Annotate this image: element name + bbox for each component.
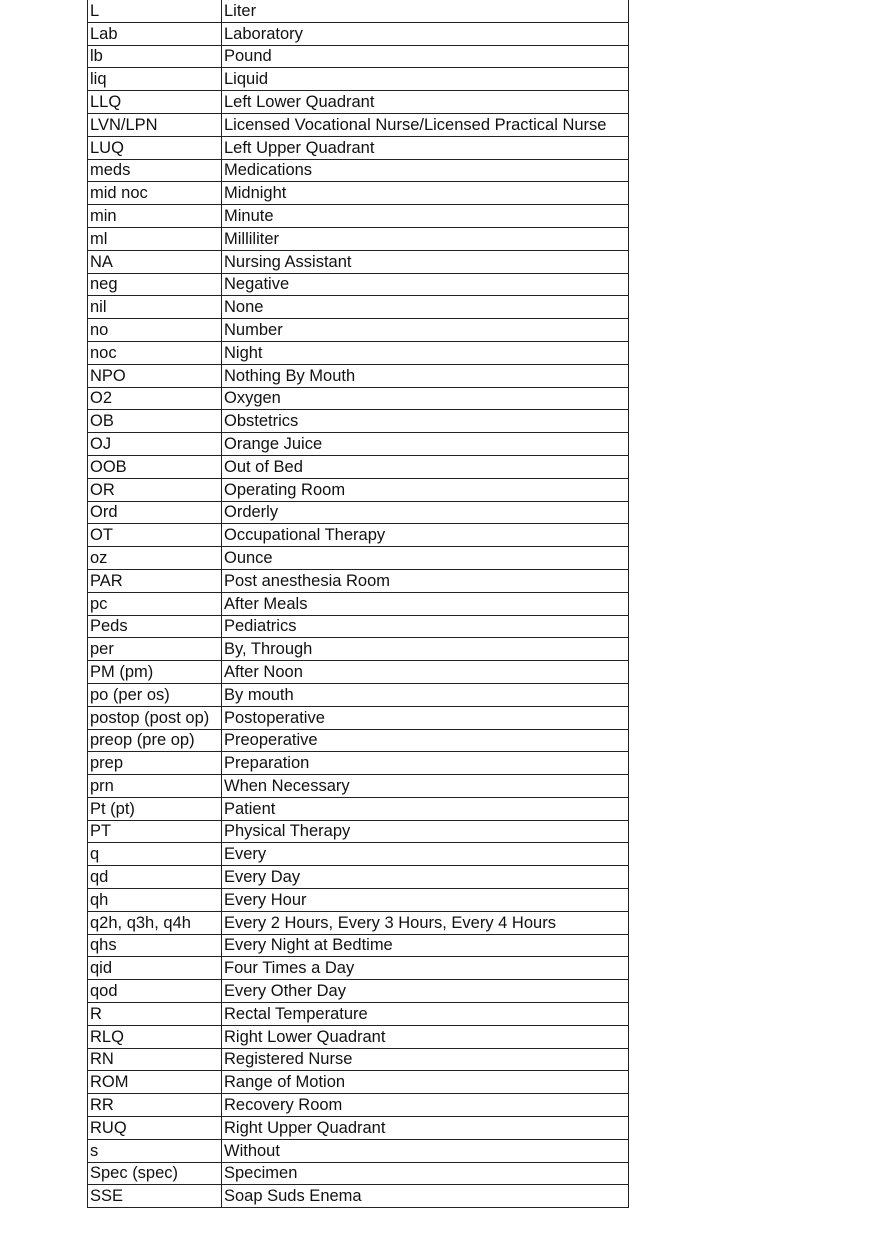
meaning-cell: Patient <box>222 797 629 820</box>
abbreviation-cell: qhs <box>88 934 222 957</box>
table-row <box>88 341 629 364</box>
table-row <box>88 45 629 68</box>
table-row <box>88 1025 629 1048</box>
abbreviation-cell: PAR <box>88 569 222 592</box>
meaning-cell: Liter <box>222 0 629 22</box>
abbreviation-cell: qid <box>88 957 222 980</box>
meaning-cell: Orderly <box>222 501 629 524</box>
abbreviation-cell: RUQ <box>88 1117 222 1140</box>
table-row <box>88 1162 629 1185</box>
meaning-cell: After Meals <box>222 592 629 615</box>
table-row <box>88 68 629 91</box>
abbreviation-cell: qh <box>88 889 222 912</box>
meaning-cell: Post anesthesia Room <box>222 569 629 592</box>
meaning-cell: Medications <box>222 159 629 182</box>
meaning-cell: Postoperative <box>222 706 629 729</box>
table-row <box>88 775 629 798</box>
meaning-cell: Recovery Room <box>222 1094 629 1117</box>
meaning-cell: Range of Motion <box>222 1071 629 1094</box>
table-row <box>88 455 629 478</box>
abbreviation-cell: Peds <box>88 615 222 638</box>
abbreviation-cell: ROM <box>88 1071 222 1094</box>
abbreviation-cell: per <box>88 638 222 661</box>
meaning-cell: Preparation <box>222 752 629 775</box>
table-row <box>88 227 629 250</box>
meaning-cell: Nothing By Mouth <box>222 364 629 387</box>
abbreviation-cell: OB <box>88 410 222 433</box>
meaning-cell: Minute <box>222 205 629 228</box>
abbreviation-cell: L <box>88 0 222 22</box>
table-row <box>88 524 629 547</box>
meaning-cell: Right Upper Quadrant <box>222 1117 629 1140</box>
table-row <box>88 205 629 228</box>
table-row <box>88 250 629 273</box>
meaning-cell: Midnight <box>222 182 629 205</box>
table-row <box>88 433 629 456</box>
table-row <box>88 889 629 912</box>
table-row <box>88 296 629 319</box>
meaning-cell: After Noon <box>222 661 629 684</box>
table-row <box>88 478 629 501</box>
meaning-cell: Laboratory <box>222 22 629 45</box>
abbreviation-cell: preop (pre op) <box>88 729 222 752</box>
abbreviations-table <box>87 0 629 1208</box>
table-row <box>88 91 629 114</box>
meaning-cell: Right Lower Quadrant <box>222 1025 629 1048</box>
table-row <box>88 729 629 752</box>
abbreviation-cell: LUQ <box>88 136 222 159</box>
meaning-cell: Milliliter <box>222 227 629 250</box>
meaning-cell: Licensed Vocational Nurse/Licensed Practical Nurse <box>222 113 629 136</box>
abbreviation-cell: min <box>88 205 222 228</box>
table-row <box>88 661 629 684</box>
table-body <box>88 0 629 1208</box>
abbreviation-cell: neg <box>88 273 222 296</box>
abbreviation-cell: SSE <box>88 1185 222 1208</box>
abbreviation-cell: OT <box>88 524 222 547</box>
abbreviation-cell: qod <box>88 980 222 1003</box>
abbreviation-cell: OR <box>88 478 222 501</box>
abbreviation-cell: PM (pm) <box>88 661 222 684</box>
meaning-cell: Liquid <box>222 68 629 91</box>
table-row <box>88 706 629 729</box>
table-row <box>88 364 629 387</box>
meaning-cell: Occupational Therapy <box>222 524 629 547</box>
abbreviation-cell: NPO <box>88 364 222 387</box>
abbreviation-cell: no <box>88 319 222 342</box>
abbreviation-cell: LVN/LPN <box>88 113 222 136</box>
abbreviation-cell: lb <box>88 45 222 68</box>
table-row <box>88 547 629 570</box>
table-row <box>88 615 629 638</box>
abbreviation-cell: q <box>88 843 222 866</box>
abbreviation-cell: NA <box>88 250 222 273</box>
abbreviation-cell: Lab <box>88 22 222 45</box>
meaning-cell: Every Other Day <box>222 980 629 1003</box>
abbreviation-cell: po (per os) <box>88 683 222 706</box>
abbreviation-cell: OOB <box>88 455 222 478</box>
meaning-cell: Specimen <box>222 1162 629 1185</box>
table-row <box>88 273 629 296</box>
meaning-cell: Negative <box>222 273 629 296</box>
meaning-cell: Every Hour <box>222 889 629 912</box>
meaning-cell: Without <box>222 1139 629 1162</box>
abbreviation-cell: RN <box>88 1048 222 1071</box>
table-row <box>88 410 629 433</box>
abbreviation-cell: mid noc <box>88 182 222 205</box>
abbreviation-cell: PT <box>88 820 222 843</box>
meaning-cell: Oxygen <box>222 387 629 410</box>
meaning-cell: Nursing Assistant <box>222 250 629 273</box>
abbreviation-cell: RLQ <box>88 1025 222 1048</box>
table-row <box>88 957 629 980</box>
table-row <box>88 387 629 410</box>
table-row <box>88 1185 629 1208</box>
table-row <box>88 797 629 820</box>
abbreviation-cell: LLQ <box>88 91 222 114</box>
table-row <box>88 136 629 159</box>
meaning-cell: Four Times a Day <box>222 957 629 980</box>
table-row <box>88 752 629 775</box>
table-row <box>88 159 629 182</box>
abbreviation-cell: pc <box>88 592 222 615</box>
abbreviation-cell: oz <box>88 547 222 570</box>
table-row <box>88 843 629 866</box>
abbreviation-cell: O2 <box>88 387 222 410</box>
abbreviation-cell: Ord <box>88 501 222 524</box>
abbreviation-cell: Spec (spec) <box>88 1162 222 1185</box>
meaning-cell: Every Night at Bedtime <box>222 934 629 957</box>
meaning-cell: Preoperative <box>222 729 629 752</box>
abbreviation-cell: s <box>88 1139 222 1162</box>
abbreviation-cell: prep <box>88 752 222 775</box>
table-row <box>88 980 629 1003</box>
meaning-cell: Every <box>222 843 629 866</box>
table-row <box>88 1048 629 1071</box>
table-row <box>88 569 629 592</box>
table-row <box>88 182 629 205</box>
abbreviation-cell: postop (post op) <box>88 706 222 729</box>
table-row <box>88 592 629 615</box>
table-row <box>88 911 629 934</box>
table-row <box>88 866 629 889</box>
meaning-cell: Every Day <box>222 866 629 889</box>
meaning-cell: Every 2 Hours, Every 3 Hours, Every 4 Hours <box>222 911 629 934</box>
abbreviation-cell: RR <box>88 1094 222 1117</box>
meaning-cell: By, Through <box>222 638 629 661</box>
meaning-cell: Out of Bed <box>222 455 629 478</box>
meaning-cell: Soap Suds Enema <box>222 1185 629 1208</box>
meaning-cell: Registered Nurse <box>222 1048 629 1071</box>
meaning-cell: Physical Therapy <box>222 820 629 843</box>
table-row <box>88 0 629 22</box>
meaning-cell: Operating Room <box>222 478 629 501</box>
meaning-cell: None <box>222 296 629 319</box>
abbreviation-cell: noc <box>88 341 222 364</box>
abbreviation-cell: q2h, q3h, q4h <box>88 911 222 934</box>
abbreviation-cell: R <box>88 1003 222 1026</box>
meaning-cell: Left Upper Quadrant <box>222 136 629 159</box>
abbreviation-cell: liq <box>88 68 222 91</box>
meaning-cell: Pediatrics <box>222 615 629 638</box>
table-row <box>88 934 629 957</box>
table-row <box>88 22 629 45</box>
abbreviation-cell: Pt (pt) <box>88 797 222 820</box>
table-row <box>88 638 629 661</box>
table-row <box>88 1094 629 1117</box>
meaning-cell: Ounce <box>222 547 629 570</box>
meaning-cell: Left Lower Quadrant <box>222 91 629 114</box>
meaning-cell: Pound <box>222 45 629 68</box>
abbreviation-cell: meds <box>88 159 222 182</box>
meaning-cell: Obstetrics <box>222 410 629 433</box>
table-row <box>88 1071 629 1094</box>
table-row <box>88 501 629 524</box>
abbreviation-cell: nil <box>88 296 222 319</box>
table-row <box>88 319 629 342</box>
table-row <box>88 1117 629 1140</box>
table-row <box>88 683 629 706</box>
meaning-cell: Orange Juice <box>222 433 629 456</box>
abbreviation-cell: ml <box>88 227 222 250</box>
abbreviation-cell: OJ <box>88 433 222 456</box>
table-row <box>88 1003 629 1026</box>
meaning-cell: When Necessary <box>222 775 629 798</box>
meaning-cell: Night <box>222 341 629 364</box>
meaning-cell: By mouth <box>222 683 629 706</box>
meaning-cell: Number <box>222 319 629 342</box>
abbreviation-cell: prn <box>88 775 222 798</box>
table-row <box>88 820 629 843</box>
table-row <box>88 113 629 136</box>
meaning-cell: Rectal Temperature <box>222 1003 629 1026</box>
table-row <box>88 1139 629 1162</box>
abbreviation-cell: qd <box>88 866 222 889</box>
